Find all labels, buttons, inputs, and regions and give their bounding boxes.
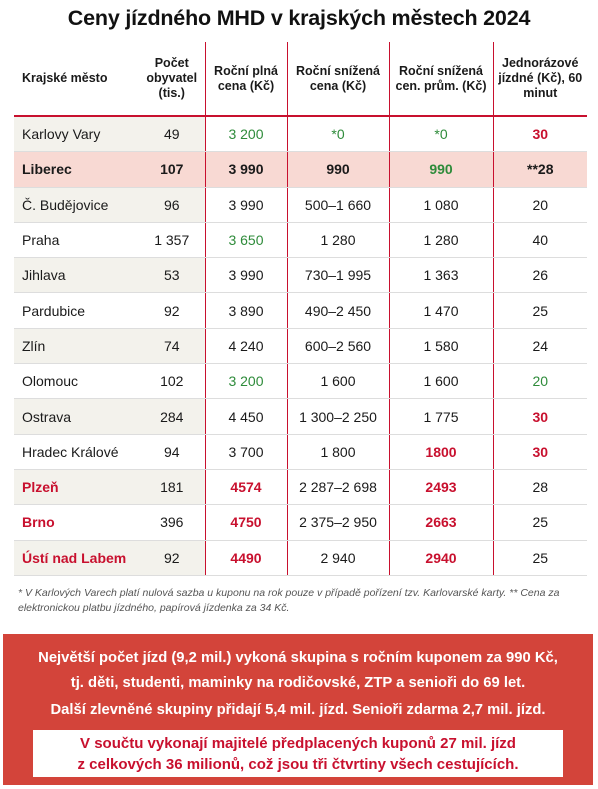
cell-population: 102	[139, 364, 205, 399]
cell-reduced-price: 2 940	[287, 540, 389, 575]
cell-single-ticket: 24	[493, 328, 587, 363]
table-row	[14, 540, 587, 575]
cell-reduced-price: 490–2 450	[287, 293, 389, 328]
cell-city: Zlín	[14, 328, 139, 363]
cell-full-price: 3 990	[205, 187, 287, 222]
cell-city: Č. Budějovice	[14, 187, 139, 222]
cell-reduced-average: *0	[389, 116, 493, 152]
cell-reduced-average: 2940	[389, 540, 493, 575]
table-row	[14, 328, 587, 363]
table-row	[14, 293, 587, 328]
cell-single-ticket: 20	[493, 187, 587, 222]
summary-highlight-box	[33, 730, 563, 777]
cell-population: 284	[139, 399, 205, 434]
column-header-reduced-average: Roční snížená cen. prům. (Kč)	[389, 42, 493, 116]
summary-box	[3, 634, 593, 785]
cell-reduced-average: 2493	[389, 469, 493, 504]
cell-full-price: 3 990	[205, 152, 287, 187]
summary-line-2: tj. děti, studenti, maminky na rodičovské, ZTP a senioři do 69 let.	[70, 675, 526, 691]
table-row	[14, 152, 587, 187]
fare-table	[14, 42, 587, 576]
table-row	[14, 222, 587, 257]
cell-single-ticket: 30	[493, 399, 587, 434]
table-row	[14, 399, 587, 434]
cell-full-price: 4 450	[205, 399, 287, 434]
cell-single-ticket: **28	[493, 152, 587, 187]
table-header-row	[14, 42, 587, 116]
cell-reduced-price: 1 300–2 250	[287, 399, 389, 434]
cell-single-ticket: 28	[493, 469, 587, 504]
cell-population: 49	[139, 116, 205, 152]
cell-reduced-average: 1 080	[389, 187, 493, 222]
cell-reduced-average: 1 280	[389, 222, 493, 257]
column-header-city: Krajské město	[14, 42, 139, 116]
column-header-population: Počet obyvatel (tis.)	[139, 42, 205, 116]
table-row	[14, 116, 587, 152]
cell-population: 396	[139, 505, 205, 540]
cell-full-price: 4750	[205, 505, 287, 540]
cell-city: Brno	[14, 505, 139, 540]
cell-population: 107	[139, 152, 205, 187]
cell-reduced-average: 2663	[389, 505, 493, 540]
cell-reduced-price: 2 375–2 950	[287, 505, 389, 540]
cell-full-price: 4574	[205, 469, 287, 504]
cell-full-price: 3 700	[205, 434, 287, 469]
cell-population: 96	[139, 187, 205, 222]
cell-city: Praha	[14, 222, 139, 257]
summary-highlight-line-1: V součtu vykonají majitelé předplacených kuponů 27 mil. jízd	[80, 735, 516, 752]
cell-reduced-price: 600–2 560	[287, 328, 389, 363]
cell-single-ticket: 30	[493, 434, 587, 469]
cell-city: Jihlava	[14, 258, 139, 293]
cell-full-price: 4 240	[205, 328, 287, 363]
cell-full-price: 3 200	[205, 364, 287, 399]
cell-reduced-average: 1 600	[389, 364, 493, 399]
cell-single-ticket: 26	[493, 258, 587, 293]
cell-reduced-price: 1 280	[287, 222, 389, 257]
cell-population: 92	[139, 293, 205, 328]
footnote: * V Karlových Varech platí nulová sazba u kuponu na rok pouze v případě pořízení tzv. Karlovarské karty. ** Cena za elektronickou platbu jízdného, papírová jízdenka za 34 Kč.	[18, 587, 560, 614]
cell-reduced-average: 1800	[389, 434, 493, 469]
cell-reduced-price: 500–1 660	[287, 187, 389, 222]
cell-full-price: 4490	[205, 540, 287, 575]
table-row	[14, 434, 587, 469]
cell-reduced-average: 1 775	[389, 399, 493, 434]
cell-city: Ústí nad Labem	[14, 540, 139, 575]
summary-line-3: Další zlevněné skupiny přidají 5,4 mil. jízd. Senioři zdarma 2,7 mil. jízd.	[50, 702, 546, 718]
summary-highlight-line-2: z celkových 36 milionů, což jsou tři čtvrtiny všech cestujících.	[77, 756, 519, 773]
cell-population: 1 357	[139, 222, 205, 257]
table-row	[14, 505, 587, 540]
cell-reduced-average: 1 470	[389, 293, 493, 328]
cell-single-ticket: 40	[493, 222, 587, 257]
cell-reduced-average: 990	[389, 152, 493, 187]
cell-reduced-average: 1 363	[389, 258, 493, 293]
cell-city: Liberec	[14, 152, 139, 187]
cell-population: 74	[139, 328, 205, 363]
cell-city: Karlovy Vary	[14, 116, 139, 152]
cell-city: Pardubice	[14, 293, 139, 328]
cell-population: 181	[139, 469, 205, 504]
column-header-full-price: Roční plná cena (Kč)	[205, 42, 287, 116]
cell-city: Olomouc	[14, 364, 139, 399]
column-header-single-ticket: Jednorázové jízdné (Kč), 60 minut	[493, 42, 587, 116]
cell-full-price: 3 650	[205, 222, 287, 257]
cell-single-ticket: 25	[493, 505, 587, 540]
cell-population: 53	[139, 258, 205, 293]
cell-single-ticket: 25	[493, 540, 587, 575]
cell-full-price: 3 200	[205, 116, 287, 152]
cell-reduced-average: 1 580	[389, 328, 493, 363]
cell-reduced-price: *0	[287, 116, 389, 152]
cell-single-ticket: 25	[493, 293, 587, 328]
page-title: Ceny jízdného MHD v krajských městech 2024	[67, 6, 531, 30]
cell-single-ticket: 30	[493, 116, 587, 152]
column-header-reduced-price: Roční snížená cena (Kč)	[287, 42, 389, 116]
table-row	[14, 187, 587, 222]
table-row	[14, 364, 587, 399]
cell-population: 92	[139, 540, 205, 575]
cell-reduced-price: 2 287–2 698	[287, 469, 389, 504]
cell-single-ticket: 20	[493, 364, 587, 399]
table-body	[14, 116, 587, 575]
table-row	[14, 258, 587, 293]
cell-city: Hradec Králové	[14, 434, 139, 469]
cell-full-price: 3 990	[205, 258, 287, 293]
cell-reduced-price: 1 600	[287, 364, 389, 399]
cell-full-price: 3 890	[205, 293, 287, 328]
cell-city: Plzeň	[14, 469, 139, 504]
table-row	[14, 469, 587, 504]
cell-population: 94	[139, 434, 205, 469]
summary-line-1: Největší počet jízd (9,2 mil.) vykoná skupina s ročním kuponem za 990 Kč,	[38, 650, 558, 666]
cell-reduced-price: 1 800	[287, 434, 389, 469]
cell-reduced-price: 990	[287, 152, 389, 187]
cell-reduced-price: 730–1 995	[287, 258, 389, 293]
cell-city: Ostrava	[14, 399, 139, 434]
